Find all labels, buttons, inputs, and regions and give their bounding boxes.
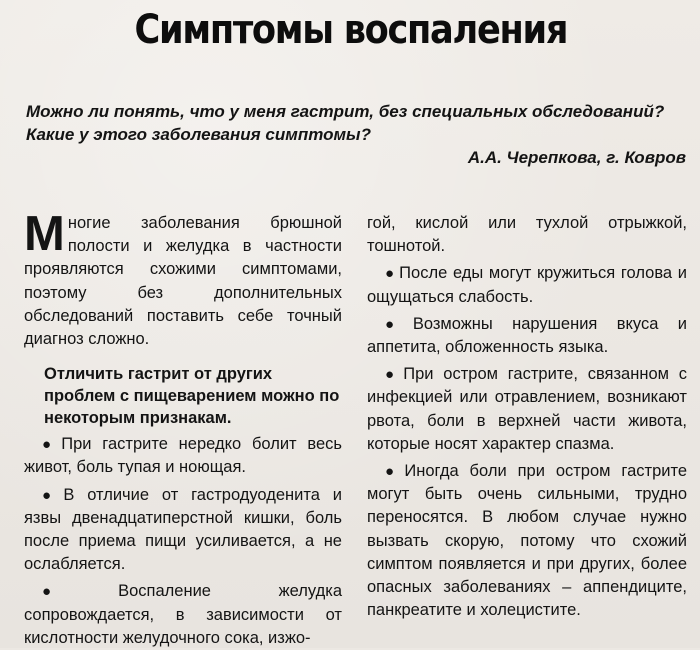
- bullet-text: Иногда боли при остром гастрите могут быть очень сильными, трудно переносятся. В любом случае нужно вызвать скорую, потому что схожий симптом появляется и при других, более опасных заболеваниях – аппендиците, панкреатите и холецистите.: [367, 462, 688, 620]
- intro-paragraph: [24, 207, 342, 351]
- bullet-text: В отличие от гастродуоденита и язвы двенадцатиперстной кишки, боль после приема пищи усиливается, а не ослабляется.: [24, 485, 343, 574]
- bullet-item: [367, 363, 687, 456]
- continuation-text: гой, кислой или тухлой отрыжкой, тошнотой.: [367, 214, 687, 256]
- bullet-icon: ●: [42, 486, 60, 504]
- bullet-icon: ●: [42, 436, 58, 454]
- drop-cap: М: [24, 207, 65, 261]
- bullet-icon: ●: [385, 265, 396, 283]
- bullet-text: При остром гастрите, связанном с инфекцией или отравлением, возникают рвота, боли в верхней части живота, которые носят характер спазма.: [367, 365, 688, 453]
- bullet-item: [24, 580, 342, 650]
- bullet-item: [367, 460, 687, 622]
- bullet-item: [367, 313, 687, 359]
- bullet-text: При гастрите нередко болит весь живот, боль тупая и ноющая.: [24, 435, 342, 477]
- right-column: [367, 212, 687, 622]
- article-title: Симптомы воспаления: [134, 7, 568, 53]
- bullet-icon: ●: [42, 583, 115, 601]
- bullet-item: [24, 484, 342, 577]
- bullet-text: После еды могут кружиться голова и ощущаться слабость.: [367, 264, 687, 306]
- bullet-icon: ●: [385, 315, 409, 333]
- question-author: А.А. Черепкова, г. Ковров: [467, 148, 686, 167]
- left-column: [24, 207, 343, 650]
- bullet-text: Возможны нарушения вкуса и аппетита, обложенность языка.: [367, 314, 687, 357]
- reader-question: Можно ли понять, что у меня гастрит, без специальных обследований? Какие у этого заболевания симптомы?: [26, 102, 665, 144]
- bullet-item: [367, 262, 687, 308]
- intro-text: ногие заболевания брюшной полости и желудка в частности проявляются схожими симптомами, поэтому без дополнительных обследований поставить себе точный диагноз сложно.: [24, 214, 342, 349]
- bullet-item: [24, 433, 342, 479]
- bullet-icon: ●: [385, 463, 401, 481]
- subheading: Отличить гастрит от других проблем с пищеварением можно по некоторым признакам.: [44, 365, 340, 428]
- bullet-icon: ●: [385, 366, 400, 384]
- bullet-text: Воспаление желудка сопровождается, в зависимости от кислотности желудочного сока, изжо-: [24, 582, 342, 647]
